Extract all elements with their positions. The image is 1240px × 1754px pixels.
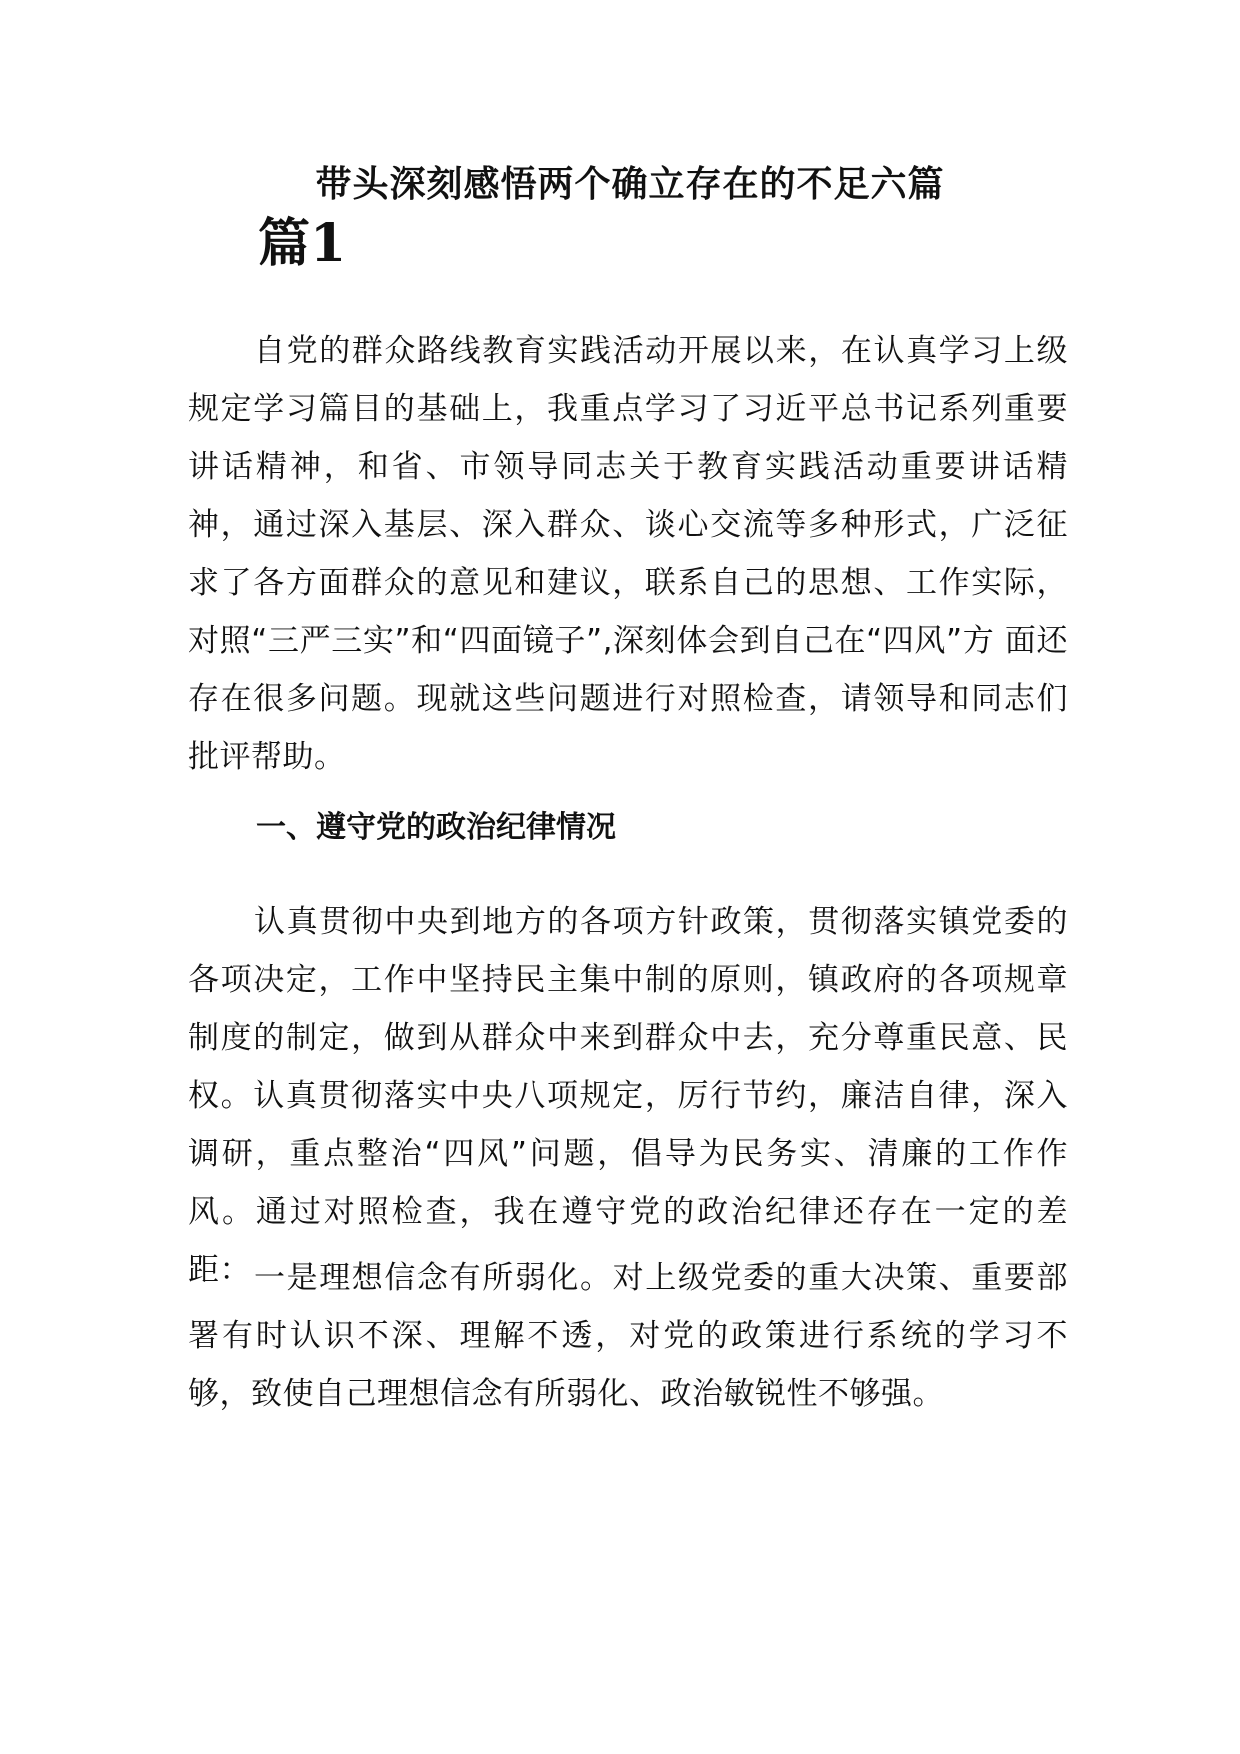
subheading-political-discipline: 一、遵守党的政治纪律情况 <box>256 810 616 845</box>
document-title: 带头深刻感悟两个确立存在的不足六篇 <box>315 163 945 205</box>
discipline-paragraph: 认真贯彻中央到地方的各项方针政策，贯彻落实镇党委的各项决定，工作中坚持民主集中制的原则，镇政府的各项规章制度的制定，做到从群众中来到群众中去，充分尊重民意、民权。认真贯彻落实中央八项规定，厉行节约，廉洁自律，深入调研，重点整治“四风”问题，倡导为民务实、清廉的工作作风。通过对照检查，我在遵守党的政治纪律还存在一定的差距： <box>188 904 1068 1288</box>
section-heading: 篇1 <box>258 213 347 274</box>
point-one-paragraph: 一是理想信念有所弱化。对上级党委的重大决策、重要部署有时认识不深、理解不透，对党的政策进行系统的学习不够，致使自己理想信念有所弱化、政治敏锐性不够强。 <box>188 1260 1068 1412</box>
intro-paragraph: 自党的群众路线教育实践活动开展以来，在认真学习上级规定学习篇目的基础上，我重点学习了习近平总书记系列重要讲话精神，和省、市领导同志关于教育实践活动重要讲话精神，通过深入基层、深入群众、谈心交流等多种形式，广泛征求了各方面群众的意见和建议，联系自己的思想、工作实际，对照“三严三实”和“四面镜子”,深刻体会到自己在“四风”方 面还存在很多问题。现就这些问题进行对照检查，请领导和同志们批评帮助。 <box>188 333 1068 775</box>
